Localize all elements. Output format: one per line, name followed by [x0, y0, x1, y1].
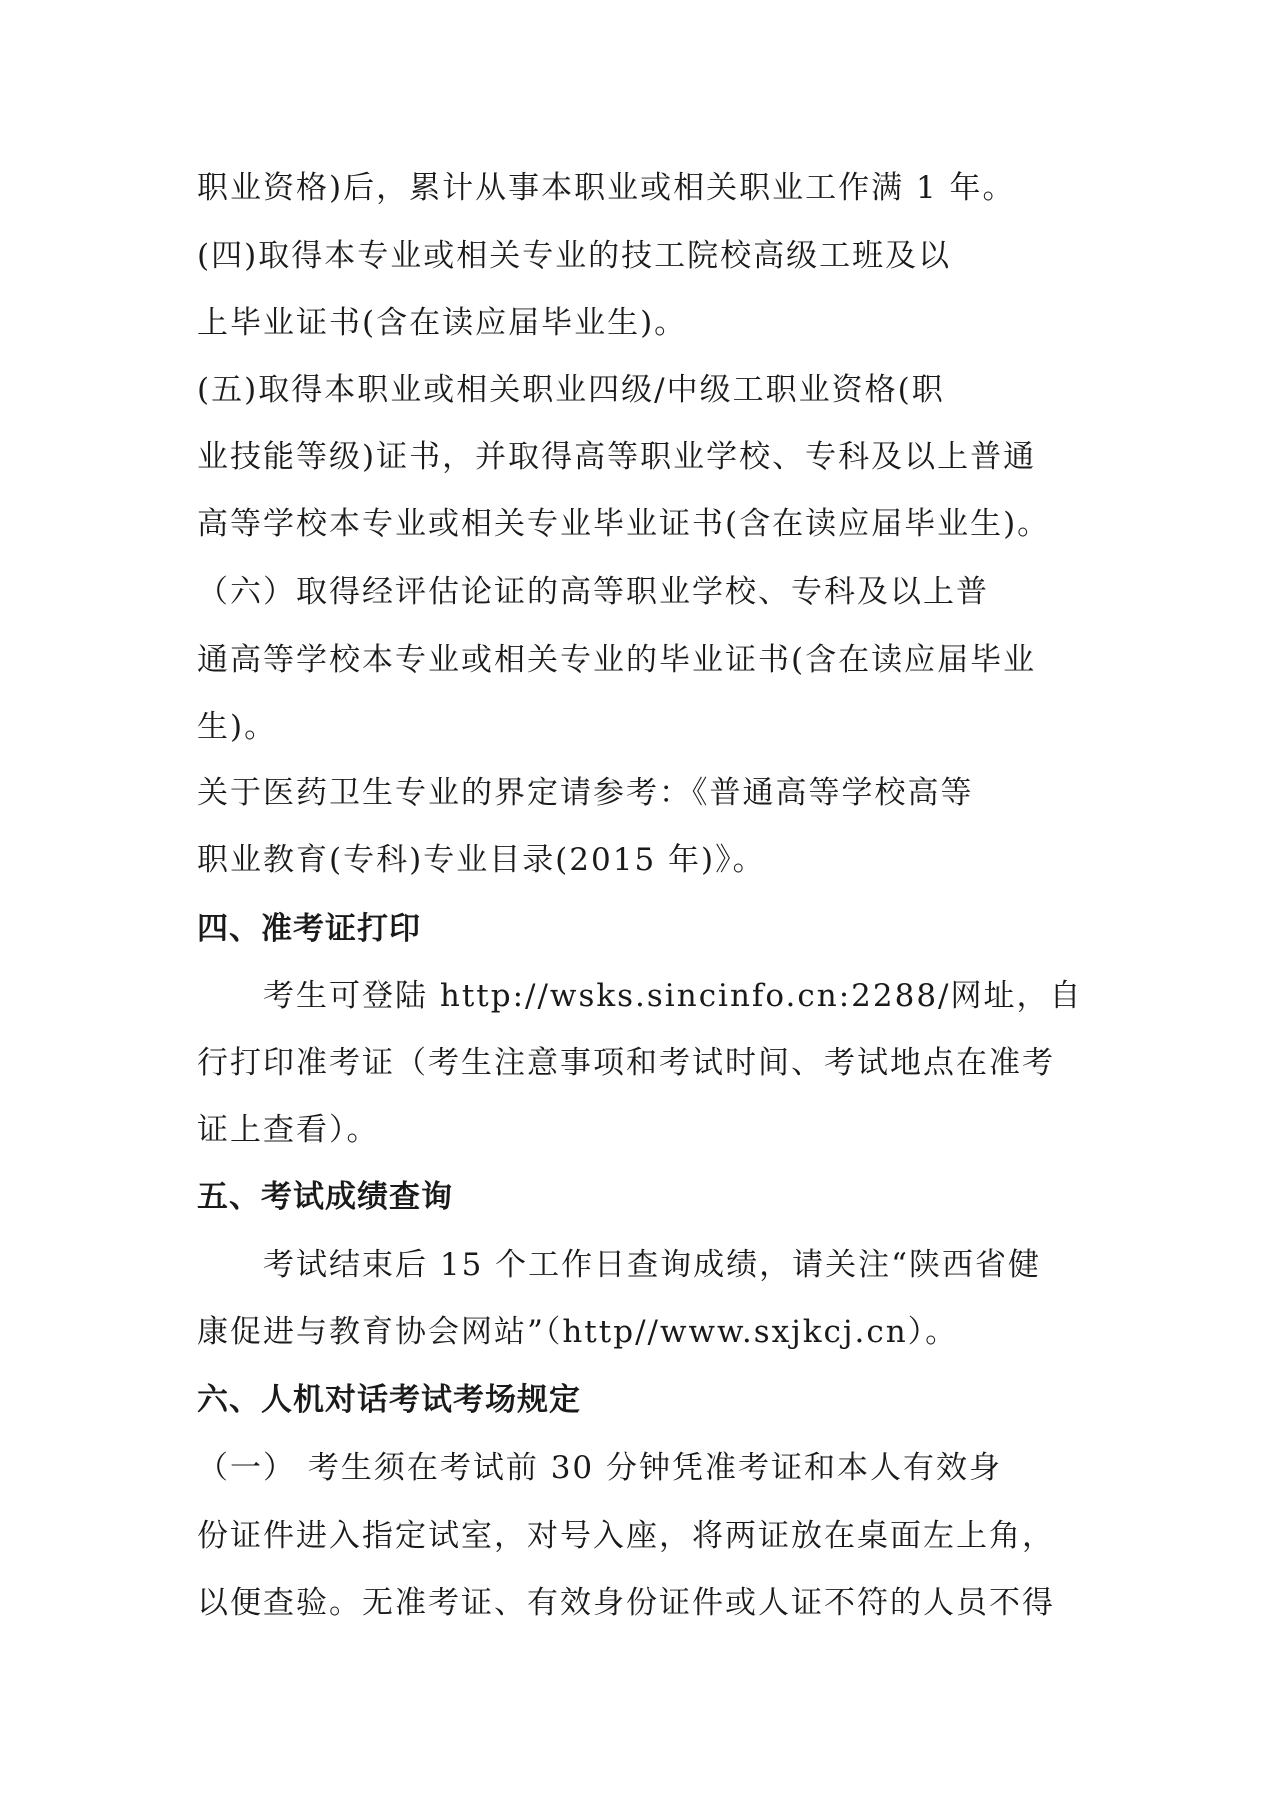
text-line: 康促进与教育协会网站”（http//www.sxjkcj.cn）。	[197, 1314, 959, 1350]
text-line: 份证件进入指定试室，对号入座，将两证放在桌面左上角，	[197, 1518, 1055, 1554]
text-line: 上毕业证书(含在读应届毕业生)。	[197, 305, 688, 341]
text-line: 业技能等级)证书，并取得高等职业学校、专科及以上普通	[197, 439, 1037, 475]
text-line: 以便查验。无准考证、有效身份证件或人证不符的人员不得	[197, 1585, 1055, 1621]
text-line: 考试结束后 15 个工作日查询成绩，请关注“陕西省健	[263, 1247, 1042, 1283]
text-line: （一） 考生须在考试前 30 分钟凭准考证和本人有效身	[197, 1450, 1003, 1486]
text-line: 证上查看）。	[197, 1112, 380, 1148]
text-line: 考生可登陆 http://wsks.sincinfo.cn:2288/网址，自	[263, 978, 1083, 1014]
section-heading-exam-rules: 六、人机对话考试考场规定	[197, 1382, 581, 1418]
section-heading-score-query: 五、考试成绩查询	[197, 1179, 453, 1215]
text-line: 行打印准考证（考生注意事项和考试时间、考试地点在准考	[197, 1045, 1055, 1081]
text-line: (五)取得本职业或相关职业四级/中级工职业资格(职	[197, 372, 945, 408]
text-line: 职业资格)后，累计从事本职业或相关职业工作满 1 年。	[197, 170, 1016, 206]
text-line: 通高等学校本专业或相关专业的毕业证书(含在读应届毕业	[197, 642, 1037, 678]
text-line: 高等学校本专业或相关专业毕业证书(含在读应届毕业生)。	[197, 506, 1051, 542]
text-line: 关于医药卫生专业的界定请参考：《普通高等学校高等	[197, 775, 974, 811]
section-heading-admission-ticket: 四、准考证打印	[197, 911, 421, 947]
text-line: 职业教育(专科)专业目录(2015 年)》。	[197, 842, 766, 878]
text-line: （六）取得经评估论证的高等职业学校、专科及以上普	[197, 574, 989, 610]
text-line: (四)取得本专业或相关专业的技工院校高级工班及以	[197, 238, 952, 274]
text-line: 生)。	[197, 709, 278, 745]
